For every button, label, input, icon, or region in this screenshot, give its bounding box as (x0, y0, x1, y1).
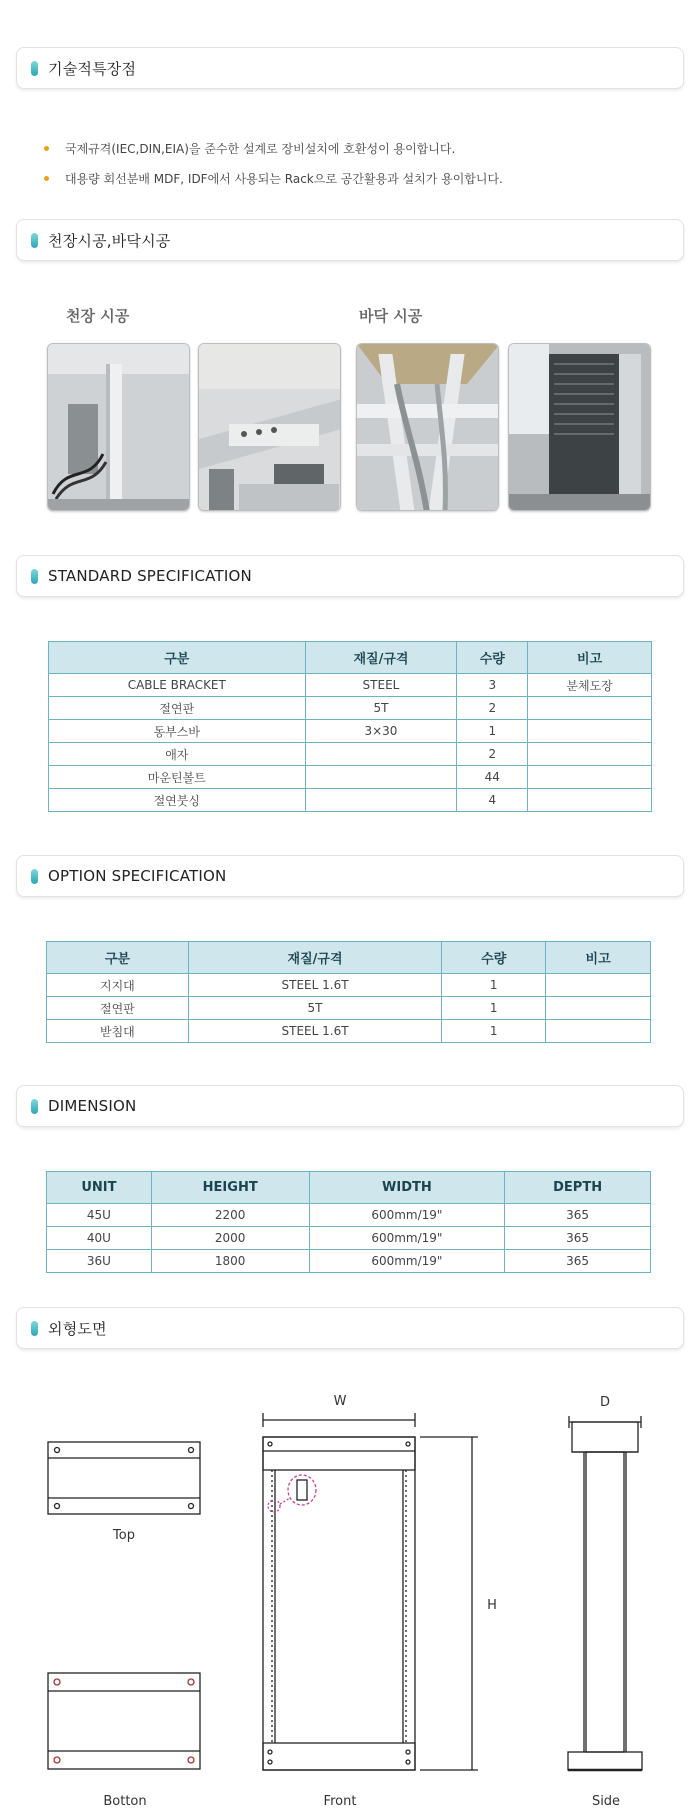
table-cell (528, 720, 652, 743)
column-header: HEIGHT (151, 1172, 309, 1204)
standard-spec-table (48, 641, 652, 812)
table-cell: 36U (47, 1250, 152, 1273)
table-cell (546, 1020, 651, 1043)
section-title: 기술적특장점 (48, 59, 137, 78)
table-cell: 600mm/19" (309, 1227, 505, 1250)
column-header: DEPTH (505, 1172, 651, 1204)
section-title: DIMENSION (48, 1097, 137, 1115)
table-cell: 3×30 (305, 720, 457, 743)
table-header-row (49, 642, 652, 674)
table-cell: STEEL (305, 674, 457, 697)
table-cell: STEEL 1.6T (188, 1020, 442, 1043)
section-marker-icon (31, 569, 38, 584)
section-title: STANDARD SPECIFICATION (48, 567, 252, 585)
column-header: 비고 (528, 642, 652, 674)
table-cell: 4 (457, 789, 528, 812)
floor-label: 바닥 시공 (359, 307, 423, 325)
section-header-dimension (16, 1085, 684, 1127)
bullet-icon (44, 146, 49, 151)
table-cell: STEEL 1.6T (188, 974, 442, 997)
table-row (47, 1227, 651, 1250)
table-cell (528, 766, 652, 789)
table-cell: 받침대 (47, 1020, 189, 1043)
option-spec-table (46, 941, 651, 1043)
column-header: 재질/규격 (188, 942, 442, 974)
section-title: OPTION SPECIFICATION (48, 867, 227, 885)
table-cell: 절연붓싱 (49, 789, 306, 812)
table-cell: 40U (47, 1227, 152, 1250)
table-cell (546, 974, 651, 997)
column-header: WIDTH (309, 1172, 505, 1204)
bullet-icon (44, 176, 49, 181)
column-header: 구분 (47, 942, 189, 974)
height-dimension-label: H (487, 1598, 497, 1613)
table-cell (546, 997, 651, 1020)
table-row (47, 1204, 651, 1227)
feature-item (44, 140, 455, 157)
table-cell: 지지대 (47, 974, 189, 997)
table-row (49, 743, 652, 766)
table-cell (305, 789, 457, 812)
table-cell: 5T (305, 697, 457, 720)
side-view-drawing (568, 1416, 642, 1770)
table-cell: CABLE BRACKET (49, 674, 306, 697)
floor-photo-2 (508, 343, 651, 511)
section-header-tech (16, 47, 684, 89)
table-cell (305, 743, 457, 766)
section-header-outline (16, 1307, 684, 1349)
feature-item (44, 170, 503, 187)
table-row (47, 974, 651, 997)
table-cell: 45U (47, 1204, 152, 1227)
section-header-option (16, 855, 684, 897)
table-cell: 3 (457, 674, 528, 697)
table-cell: 2000 (151, 1227, 309, 1250)
feature-text: 국제규격(IEC,DIN,EIA)을 준수한 설계로 장비설치에 호환성이 용이합니다. (65, 142, 456, 156)
table-cell (528, 789, 652, 812)
column-header: 수량 (442, 942, 546, 974)
outline-drawing (0, 1380, 700, 1810)
table-cell: 5T (188, 997, 442, 1020)
table-row (49, 789, 652, 812)
ceiling-photo-2 (198, 343, 341, 511)
section-marker-icon (31, 869, 38, 884)
table-cell (528, 743, 652, 766)
table-cell: 1 (442, 1020, 546, 1043)
bottom-view-label: Botton (103, 1794, 147, 1809)
table-cell: 365 (505, 1227, 651, 1250)
width-dimension-label: W (333, 1394, 347, 1409)
table-row (49, 766, 652, 789)
side-view-label: Side (591, 1794, 621, 1809)
table-row (49, 674, 652, 697)
section-marker-icon (31, 1321, 38, 1336)
table-cell: 44 (457, 766, 528, 789)
table-cell: 동부스바 (49, 720, 306, 743)
section-title: 외형도면 (48, 1319, 107, 1338)
table-row (47, 997, 651, 1020)
table-cell: 분체도장 (528, 674, 652, 697)
table-row (49, 720, 652, 743)
table-cell: 600mm/19" (309, 1204, 505, 1227)
table-cell: 365 (505, 1250, 651, 1273)
table-cell: 절연판 (47, 997, 189, 1020)
section-marker-icon (31, 1099, 38, 1114)
table-cell: 2 (457, 697, 528, 720)
section-header-construction (16, 219, 684, 261)
table-header-row (47, 1172, 651, 1204)
dimension-table (46, 1171, 651, 1273)
column-header: 비고 (546, 942, 651, 974)
column-header: 구분 (49, 642, 306, 674)
top-view-label: Top (113, 1528, 135, 1543)
table-row (47, 1250, 651, 1273)
table-cell: 2 (457, 743, 528, 766)
section-header-standard (16, 555, 684, 597)
table-cell: 마운틴볼트 (49, 766, 306, 789)
table-cell: 절연판 (49, 697, 306, 720)
section-marker-icon (31, 233, 38, 248)
feature-text: 대용량 회선분배 MDF, IDF에서 사용되는 Rack으로 공간활용과 설치가 용이합니다. (65, 172, 503, 186)
floor-photo-1 (356, 343, 499, 511)
ceiling-photo-1 (47, 343, 190, 511)
front-view-label: Front (323, 1794, 357, 1809)
column-header: 재질/규격 (305, 642, 457, 674)
table-cell: 600mm/19" (309, 1250, 505, 1273)
section-marker-icon (31, 61, 38, 76)
bottom-view-drawing (48, 1673, 200, 1769)
column-header: 수량 (457, 642, 528, 674)
column-header: UNIT (47, 1172, 152, 1204)
depth-dimension-label: D (599, 1395, 610, 1410)
table-cell: 2200 (151, 1204, 309, 1227)
table-cell: 1800 (151, 1250, 309, 1273)
section-title: 천장시공,바닥시공 (48, 231, 171, 250)
table-row (49, 697, 652, 720)
ceiling-label: 천장 시공 (66, 307, 130, 325)
table-header-row (47, 942, 651, 974)
table-cell: 1 (442, 974, 546, 997)
table-row (47, 1020, 651, 1043)
table-cell: 애자 (49, 743, 306, 766)
table-cell (305, 766, 457, 789)
top-view-drawing (48, 1442, 200, 1514)
table-cell: 1 (457, 720, 528, 743)
table-cell: 1 (442, 997, 546, 1020)
table-cell (528, 697, 652, 720)
table-cell: 365 (505, 1204, 651, 1227)
front-view-drawing (263, 1413, 478, 1770)
